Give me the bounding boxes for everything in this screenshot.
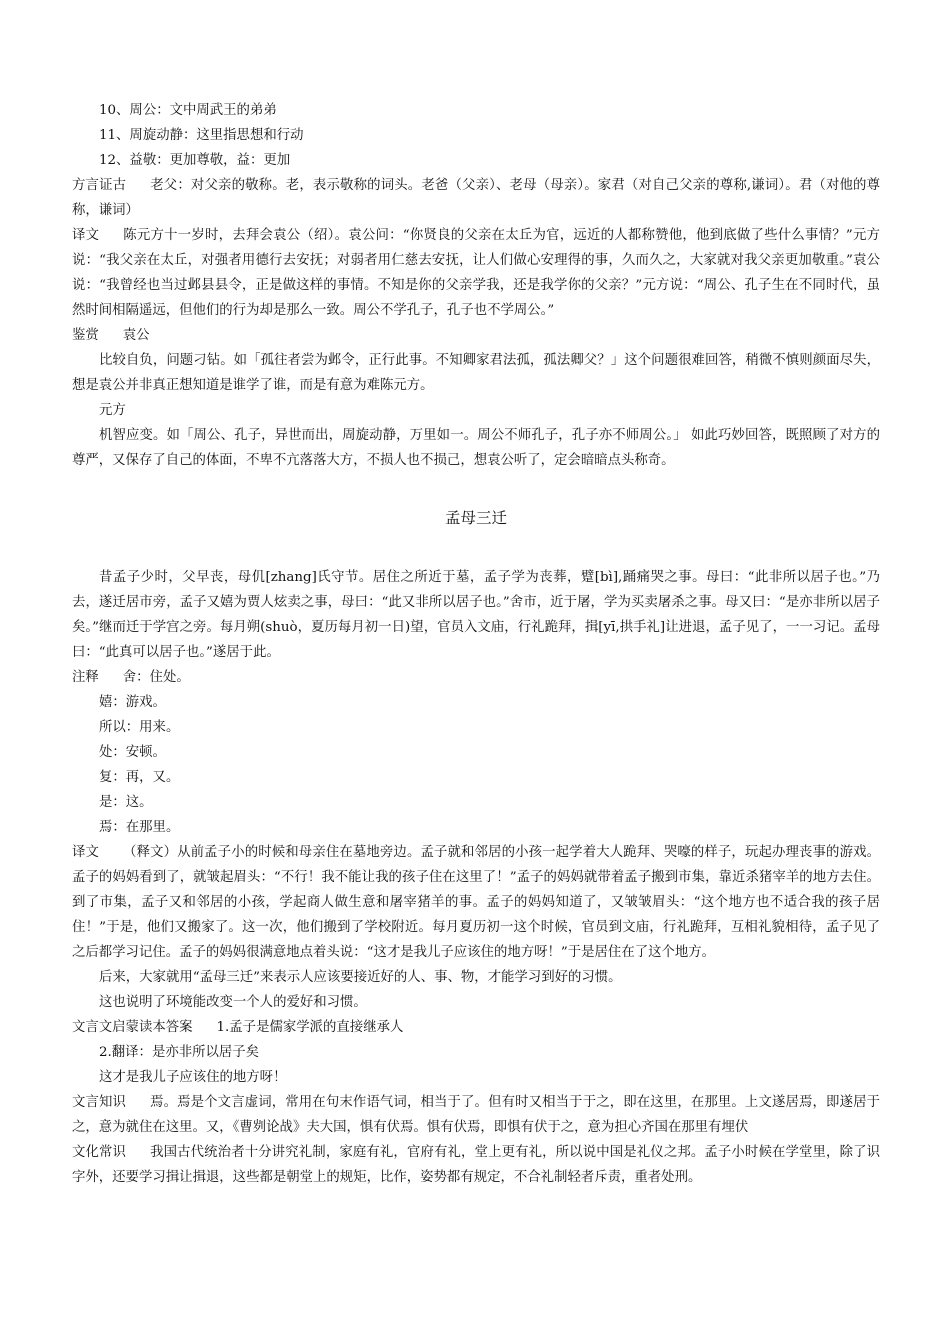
appreciation-heading	[72, 323, 880, 348]
mengmu-translation-label: 译文	[72, 845, 100, 860]
note-chu: 处：安顿。	[99, 745, 166, 760]
appreciation-text-yuanfang: 机智应变。如「周公、孔子，异世而出，周旋动静，万里如一。周公不师孔子，孔子亦不师周公。」 如此巧妙回答，既照顾了对方的尊严，又保存了自己的体面，不卑不亢落落大方，不损人也不损己，想袁公听了，定会暗暗点头称奇。	[72, 428, 880, 468]
answer-label: 文言文启蒙读本答案	[72, 1020, 193, 1035]
translation-label: 译文	[72, 228, 100, 243]
note-10: 10、周公：文中周武王的弟弟	[99, 103, 277, 118]
dialect-text: 老父：对父亲的敬称。老，表示敬称的词头。老爸（父亲）、老母（母亲）。家君（对自己父亲的尊称,谦词）。君（对他的尊称，谦词）	[72, 178, 881, 218]
note-12: 12、益敬：更加尊敬，益：更加	[99, 153, 291, 168]
section-title: 孟母三迁	[444, 509, 507, 527]
note-xi: 嬉：游戏。	[99, 695, 166, 710]
answer-heading	[72, 1015, 880, 1040]
culture-paragraph	[72, 1140, 880, 1190]
knowledge-text: 焉。焉是个文言虚词，常用在句末作语气词，相当于了。但有时又相当于于之，即在这里，在那里。上文遂居焉，即遂居于之，意为就住在这里。又，《曹刿论战》夫大国，惧有伏焉。惧有伏焉，即惧有伏于之，意为担心齐国在那里有埋伏	[72, 1095, 880, 1135]
appreciation-label: 鉴赏	[72, 328, 99, 343]
translation-text: 陈元方十一岁时，去拜会袁公（绍）。袁公问：“你贤良的父亲在太丘为官，远近的人都称赞他，他到底做了些什么事情？”元方说：“我父亲在太丘，对强者用德行去安抚；对弱者用仁慈去安抚，让人们做心安理得的事，久而久之，大家就对我父亲更加敬重。”袁公说：“我曾经也当过邺县县令，正是做这样的事情。不知是你的父亲学我，还是我学你的父亲？”元方说：“周公、孔子生在不同时代，虽然时间相隔遥远，但他们的行为却是那么一致。周公不学孔子，孔子也不学周公。”	[72, 228, 880, 318]
later-paragraph-2: 这也说明了环境能改变一个人的爱好和习惯。	[99, 995, 367, 1010]
appreciation-subject-yuanfang: 元方	[99, 403, 126, 418]
dialect-label: 方言证古	[72, 178, 127, 193]
note-she: 舍：住处。	[122, 670, 190, 685]
knowledge-paragraph	[72, 1090, 880, 1140]
answer-1: 1.孟子是儒家学派的直接继承人	[216, 1020, 404, 1035]
culture-label: 文化常识	[72, 1145, 127, 1160]
note-11: 11、周旋动静：这里指思想和行动	[99, 128, 304, 143]
note-shi: 是：这。	[99, 795, 153, 810]
appreciation-subject-yuangong: 袁公	[122, 328, 150, 343]
appreciation-text-yuangong: 比较自负，问题刁钻。如「孤往者尝为邺令，正行此事。不知卿家君法孤，孤法卿父？」这个问题很难回答，稍微不慎则颜面尽失，想是袁公并非真正想知道是谁学了谁，而是有意为难陈元方。	[72, 353, 880, 393]
note-yan: 焉：在那里。	[99, 820, 180, 835]
culture-text: 我国古代统治者十分讲究礼制，家庭有礼，官府有礼，堂上更有礼，所以说中国是礼仪之邦。孟子小时候在学堂里，除了识字外，还要学习揖让揖退，这些都是朝堂上的规矩，比作，姿势都有规定，不合礼制轻者斥责，重者处刑。	[72, 1145, 880, 1185]
later-paragraph-1: 后来，大家就用“孟母三迁”来表示人应该要接近好的人、事、物，才能学习到好的习惯。	[99, 970, 622, 985]
note-fu: 复：再，又。	[99, 770, 180, 785]
dialect-paragraph	[72, 173, 880, 223]
mengmu-translation-paragraph	[72, 840, 880, 965]
knowledge-label: 文言知识	[72, 1095, 127, 1110]
answer-2: 2.翻译：是亦非所以居子矣	[99, 1045, 260, 1060]
document-content	[72, 98, 880, 1190]
notes-heading	[72, 665, 880, 690]
original-text: 昔孟子少时，父早丧，母仉[zhang]氏守节。居住之所近于墓，孟子学为丧葬，躄[bì],踊痛哭之事。母曰：“此非所以居子也。”乃去，遂迁居市旁，孟子又嬉为贾人炫卖之事，母曰：“此又非所以居子也。”舍市，近于屠，学为买卖屠杀之事。母又曰：“是亦非所以居子矣。”继而迁于学宫之旁。每月朔(shuò，夏历每月初一日)望，官员入文庙，行礼跪拜，揖[yī,拱手礼]让进退，孟子见了，一一习记。孟母曰：“此真可以居子也。”遂居于此。	[72, 570, 880, 660]
translation-paragraph	[72, 223, 880, 323]
answer-3: 这才是我儿子应该住的地方呀！	[99, 1070, 287, 1085]
notes-label: 注释	[72, 670, 99, 685]
note-suoyi: 所以：用来。	[99, 720, 180, 735]
mengmu-translation-text: （释文）从前孟子小的时候和母亲住在墓地旁边。孟子就和邻居的小孩一起学着大人跪拜、哭嚎的样子，玩起办理丧事的游戏。孟子的妈妈看到了，就皱起眉头：“不行！我不能让我的孩子住在这里了！”孟子的妈妈就带着孟子搬到市集，靠近杀猪宰羊的地方去住。到了市集，孟子又和邻居的小孩，学起商人做生意和屠宰猪羊的事。孟子的妈妈知道了，又皱皱眉头：“这个地方也不适合我的孩子居住！”于是，他们又搬家了。这一次，他们搬到了学校附近。每月夏历初一这个时候，官员到文庙，行礼跪拜，互相礼貌相待，孟子见了之后都学习记住。孟子的妈妈很满意地点着头说：“这才是我儿子应该住的地方呀！”于是居住在了这个地方。	[72, 845, 881, 960]
